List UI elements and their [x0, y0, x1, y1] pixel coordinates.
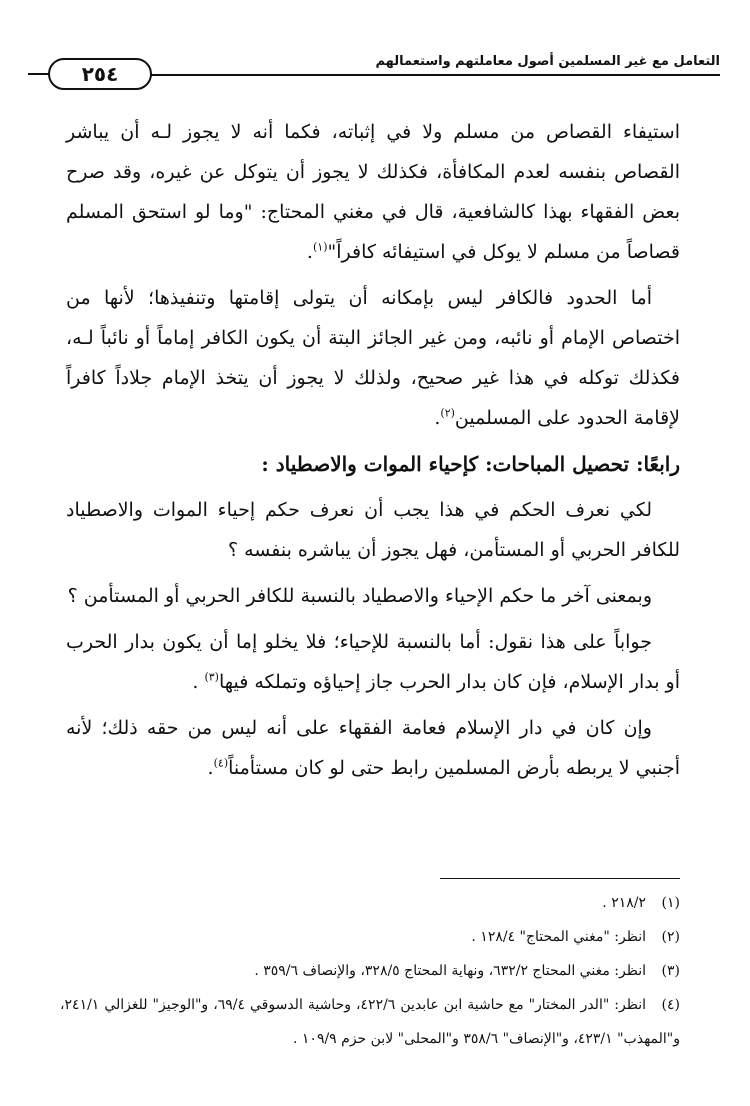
section-heading: رابعًا: تحصيل المباحات: كإحياء الموات والاصطياد :: [261, 452, 680, 476]
footnote-number: (٣): [661, 963, 680, 979]
badge-rule: [28, 73, 50, 75]
footnote: [60, 988, 680, 1056]
paragraph-end: .: [192, 671, 205, 693]
paragraph: [66, 278, 680, 438]
running-title: التعامل مع غير المسلمين أصول معاملتهم واستعمالهم: [375, 54, 720, 69]
footnote-ref: (٣): [204, 670, 219, 684]
paragraph: [66, 708, 680, 788]
paragraph-end: .: [306, 241, 313, 263]
paragraph-end: .: [207, 757, 214, 779]
footnotes: [60, 886, 680, 1056]
paragraph-end: .: [434, 407, 441, 429]
footnote-separator: [440, 878, 680, 879]
footnote-ref: (٢): [440, 406, 455, 420]
main-text: [66, 112, 680, 794]
footnote-number: (١): [661, 895, 680, 911]
paragraph: وبمعنى آخر ما حكم الإحياء والاصطياد بالنسبة للكافر الحربي أو المستأمن ؟: [67, 585, 652, 607]
footnote-text: انظر: مغني المحتاج ٦٣٢/٢، ونهاية المحتاج ٣٢٨/٥، والإنصاف ٣٥٩/٦ .: [254, 963, 646, 979]
footnote-text: انظر: "الدر المختار" مع حاشية ابن عابدين ٤٢٢/٦، وحاشية الدسوقي ٦٩/٤، و"الوجيز" للغزالي ٢٤١/١، و"المهذب" ٤٢٣/١، و"الإنصاف" ٣٥٨/٦ و"المحلى" لابن حزم ١٠٩/٩ .: [60, 997, 680, 1047]
footnote-text: ٢١٨/٢ .: [602, 895, 646, 911]
paragraph-text: أما الحدود فالكافر ليس بإمكانه أن يتولى إقامتها وتنفيذها؛ لأنها من اختصاص الإمام أو نائبه، ومن غير الجائز البتة أن يكون الكافر إماماً أو نائباً لـه، فكذلك توكله في هذا غير صحيح، ولذلك لا يجوز أن يتخذ الإمام جلاداً كافراً لإقامة الحدود على المسلمين: [66, 287, 680, 429]
paragraph-text: وإن كان في دار الإسلام فعامة الفقهاء على أنه ليس من حقه ذلك؛ لأنه أجنبي لا يربطه بأرض المسلمين رابط حتى لو كان مستأمناً: [66, 717, 680, 779]
footnote-ref: (٤): [213, 756, 229, 770]
paragraph-text: جواباً على هذا نقول: أما بالنسبة للإحياء؛ فلا يخلو إما أن يكون بدار الحرب أو بدار الإسلام، فإن كان بدار الحرب جاز إحياؤه وتملكه فيها: [66, 631, 680, 693]
footnote: [60, 886, 680, 920]
header-rule: [148, 74, 720, 76]
footnote-number: (٢): [661, 929, 680, 945]
paragraph-text: استيفاء القصاص من مسلم ولا في إثباته، فكما أنه لا يجوز لـه أن يباشر القصاص بنفسه لعدم المكافأة، فكذلك لا يجوز أن يتوكل عن غيره، وقد صرح بعض الفقهاء بهذا كالشافعية، قال في مغني المحتاج: "وما لو استحق المسلم قصاصاً من مسلم لا يوكل في استيفائه كافراً": [66, 121, 680, 263]
footnote-text: انظر: "مغني المحتاج" ١٢٨/٤ .: [471, 929, 646, 945]
paragraph: لكي نعرف الحكم في هذا يجب أن نعرف حكم إحياء الموات والاصطياد للكافر الحربي أو المستأمن، فهل يجوز أن يباشره بنفسه ؟: [66, 499, 680, 561]
footnote-ref: (١): [312, 240, 328, 254]
page-header: [28, 52, 720, 96]
footnote-number: (٤): [661, 997, 680, 1013]
footnote: [60, 920, 680, 954]
paragraph: [66, 112, 680, 272]
page-number: ٢٥٤: [48, 58, 152, 90]
paragraph: [66, 622, 680, 702]
footnote: [60, 954, 680, 988]
